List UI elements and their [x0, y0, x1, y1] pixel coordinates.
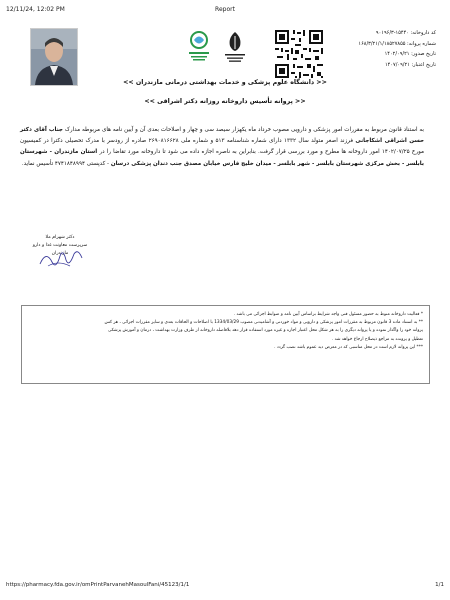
body-para-1: به استناد قانون مربوط به مقررات امور پزشکی و دارویی مصوب خرداد ماه یکهزار سیصد سی و چهار و اصلاحات بعدی آن و آیین نامه های مربوطه مدارک	[64, 127, 424, 133]
signatory-title: سرپرست معاونت غذا و دارو مازندران	[32, 243, 88, 256]
valid-date-value: ۱۴۰۷/۰۹/۲۱	[384, 61, 410, 68]
pharmacy-address: استان مازندران - شهرستان بابلسر - بخش مرکزی شهرستان بابلسر - شهر بابلسر - میدان خلیج فارس خیابان مصدق جنب دندان	[20, 149, 424, 167]
body-para-2: فرزند اصغر متولد سال ۱۳۳۲ دارای شماره شناسنامه ۵۱۳ و شماره ملی ۲۶۹۰۸۱۶۶۲۸ صادره از رودسر با	[101, 138, 354, 145]
valid-date-label: تاریخ اعتبار:	[411, 61, 436, 68]
print-datetime: 12/11/24, 12:02 PM	[6, 6, 65, 13]
university-heading: << دانشگاه علوم پزشکی و خدمات بهداشتی درمانی مازندران >>	[123, 79, 327, 86]
note-2: ** به استناد ماده 3 قانون مربوط به مقررات امور پزشکی و دارویی و مواد خوردنی و آشامیدنی مصوب 1334/03/29 با اصلاحات و الحاقات بعدی و سایر مقررات اجرائی ، هر کس	[104, 320, 423, 326]
print-footer	[6, 582, 444, 592]
issue-date-value: ۱۴۰۲/۰۹/۲۱	[384, 51, 410, 57]
qr-code	[273, 28, 325, 80]
signature-scribble	[36, 244, 86, 272]
license-number-value: ۱۶۸/۳/۲۱/۱/۱۸۵۲۷۸۵۵	[358, 40, 406, 47]
license-body	[20, 125, 424, 170]
license-number-label: شماره پروانه:	[407, 40, 436, 47]
note-1: * فعالیت داروخانه منوط به حضور مسئول فنی واجد شرایط براساس آیین نامه و ضوابط اجرائی می باشد .	[233, 312, 423, 317]
pharmacy-code-label: کد داروخانه:	[410, 30, 436, 36]
signatory-name: دکتر شهرام ملا	[45, 235, 75, 240]
note-4: تعطیل و پرونده به مراجع ذیصلاح ارجاع خواهد شد .	[331, 336, 423, 342]
health-network-logo	[187, 30, 211, 64]
body-para-4: داروخانه مورد تقاضا را در	[99, 149, 161, 156]
valid-date-row	[328, 60, 436, 71]
print-title: Report	[215, 6, 235, 13]
ministry-emblem-logo	[222, 30, 248, 66]
owner-name: جناب آقای دکتر حسن اشراقی اشکاجانی	[20, 127, 424, 145]
note-3: پروانه خود را واگذار نموده و یا پروانه دیگری را به هر شکل محل اعتبار اجاره و غیره مورد استفاده قرار دهد بلافاصله داروخانه از طرف وزارت بهداشت ، درمان و آموزش پزشکی	[108, 328, 423, 334]
page-number: 1/1	[435, 582, 444, 588]
license-metadata	[328, 28, 436, 70]
body-para-5: پزشکی درسان	[110, 160, 152, 167]
owner-photo	[30, 28, 78, 86]
notes-box	[21, 305, 430, 384]
print-header	[6, 6, 444, 18]
body-para-5-end: تأسیس نماید.	[21, 160, 54, 167]
postal-code: - کدپستی ۴۷۴۱۸۴۸۹۹۴	[54, 160, 110, 167]
pharmacy-code-value: ۱۵۴۴۰-۹۰۱۹۶/۳	[375, 30, 409, 36]
note-5: *** این پروانه لازم است در محل مناسبی که در معرض دید عموم باشد نصب گردد .	[274, 344, 423, 350]
issue-date-row	[328, 49, 436, 60]
license-heading: << پروانه تأسیس داروخانه روزانه دکتر اشراقی >>	[144, 98, 306, 105]
pharmacy-code-row	[328, 28, 436, 39]
body-para-3: مدرک تحصیلی دکترا در کمیسیون مورخ ۱۴۰۲/۰۷/۲۵ امور داروخانه ها مطرح و مورد بررسی قرار گرفت. بنابراین به ناصره اجازه داده می شود تا	[20, 138, 424, 156]
page-url: https://pharmacy.fda.gov.ir/omPrintParvanehMasoulFani/45123/1/1	[6, 582, 190, 588]
license-number-row	[328, 39, 436, 50]
issue-date-label: تاریخ صدور:	[411, 51, 436, 57]
